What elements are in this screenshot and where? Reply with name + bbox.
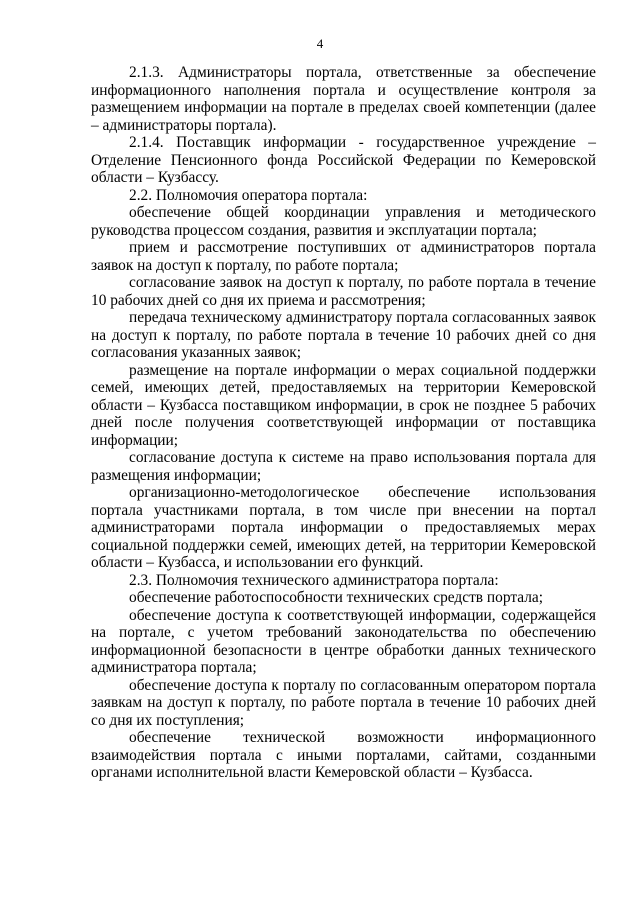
list-item: обеспечение технической возможности информационного взаимодействия портала с иными порталами, сайтами, созданными органами исполнительной власти Кемеровской области – Кузбасса. [91, 729, 596, 781]
section-heading-2-2: 2.2. Полномочия оператора портала: [129, 186, 368, 204]
list-item: обеспечение доступа к соответствующей информации, содержащейся на портале, с учетом требований законодательства по обеспечению информационной безопасности в центре обработки данных технического администратора портала; [91, 606, 596, 676]
page-number: 4 [316, 36, 324, 51]
paragraph-2-1-3: 2.1.3. Администраторы портала, ответственные за обеспечение информационного наполнения портала и осуществление контроля за размещением информации на портале в пределах своей компетенции (далее – администраторы портала). [91, 64, 596, 134]
list-item: обеспечение общей координации управления и методического руководства процессом создания, развития и эксплуатации портала; [91, 204, 596, 239]
list-item: передача техническому администратору портала согласованных заявок на доступ к порталу, по работе портала в течение 10 рабочих дней со дня согласования указанных заявок; [91, 309, 596, 361]
list-item: прием и рассмотрение поступивших от администраторов портала заявок на доступ к порталу, по работе портала; [91, 239, 596, 274]
document-body [91, 64, 596, 782]
section-heading-2-3: 2.3. Полномочия технического администратора портала: [129, 571, 499, 589]
list-item: организационно-методологическое обеспечение использования портала участниками портала, в том числе при внесении на портал администраторами портала информации о предоставляемых мерах социальной поддержки семей, имеющих детей, на территории Кемеровской области – Кузбасса, и использовании его функций. [91, 484, 596, 571]
list-item: согласование доступа к системе на право использования портала для размещения информации; [91, 449, 596, 484]
paragraph-2-1-4: 2.1.4. Поставщик информации - государственное учреждение – Отделение Пенсионного фонда Российской Федерации по Кемеровской области – Кузбассу. [91, 134, 596, 186]
list-item: обеспечение доступа к порталу по согласованным оператором портала заявкам на доступ к порталу, по работе портала в течение 10 рабочих дней со дня их поступления; [91, 676, 596, 729]
list-item: обеспечение работоспособности технических средств портала; [129, 589, 543, 606]
list-item: согласование заявок на доступ к порталу, по работе портала в течение 10 рабочих дней со дня их приема и рассмотрения; [91, 274, 596, 309]
list-item: размещение на портале информации о мерах социальной поддержки семей, имеющих детей, предоставляемых на территории Кемеровской области – Кузбасса поставщиком информации, в срок не позднее 5 рабочих дней после получения соответствующей информации от поставщика информации; [91, 361, 596, 449]
